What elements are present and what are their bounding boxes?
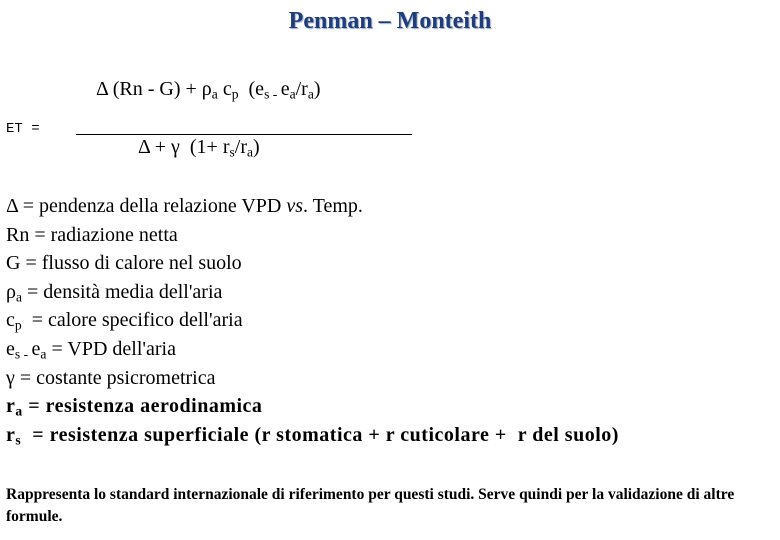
legend-symbol: r <box>6 395 16 418</box>
variable-legend <box>6 192 619 449</box>
legend-symbol: r <box>6 423 16 446</box>
legend-item-cp <box>6 306 619 335</box>
legend-subscript: p <box>14 317 22 333</box>
numerator-text: c <box>217 78 232 100</box>
legend-item-delta <box>6 192 619 221</box>
legend-symbol: e <box>31 337 41 360</box>
denominator-text: ) <box>253 136 260 158</box>
legend-item-rn: Rn = radiazione netta <box>6 223 178 246</box>
fraction-bar <box>76 134 412 135</box>
numerator-subscript: s - <box>264 86 281 102</box>
legend-text: = densità media dell'aria <box>22 280 223 303</box>
numerator-subscript: a <box>307 86 314 102</box>
legend-text: = resistenza aerodinamica <box>22 395 263 418</box>
legend-text: . Temp. <box>303 195 363 217</box>
denominator-text: Δ + γ (1+ r <box>138 136 230 158</box>
formula-numerator <box>96 78 321 101</box>
legend-subscript: a <box>40 346 47 362</box>
legend-subscript: a <box>15 403 23 419</box>
legend-item-gamma: γ = costante psicrometrica <box>6 366 216 389</box>
denominator-text: /r <box>234 136 247 158</box>
legend-subscript: s - <box>14 346 32 362</box>
legend-text: = VPD dell'aria <box>46 337 176 360</box>
numerator-subscript: p <box>231 86 239 102</box>
denominator-subscript: a <box>247 144 254 160</box>
legend-text: = calore specifico dell'aria <box>21 309 243 332</box>
legend-italic: vs <box>286 195 304 217</box>
legend-subscript: a <box>15 289 23 305</box>
denominator-subscript: s <box>229 144 235 160</box>
numerator-text: Δ (Rn - G) + ρ <box>96 78 212 100</box>
legend-symbol: c <box>6 309 15 332</box>
legend-item-rs <box>6 421 619 450</box>
numerator-text: ) <box>313 78 321 100</box>
legend-item-vpd <box>6 335 619 364</box>
legend-text: Δ = pendenza della relazione VPD <box>6 195 287 217</box>
numerator-text: /r <box>295 78 308 100</box>
page-title: Penman – Monteith <box>288 8 492 34</box>
numerator-subscript: a <box>289 86 296 102</box>
footnote: Rappresenta lo standard internazionale di riferimento per questi studi. Serve quindi per la validazione di altre formule. <box>6 486 735 525</box>
formula-denominator <box>138 136 260 159</box>
legend-subscript: s <box>15 432 22 448</box>
numerator-text: e <box>280 78 290 100</box>
legend-item-ra <box>6 392 619 421</box>
legend-symbol: ρ <box>6 280 16 303</box>
legend-item-g: G = flusso di calore nel suolo <box>6 252 242 275</box>
legend-item-rho <box>6 278 619 307</box>
et-label: ET = <box>6 121 40 137</box>
numerator-text: (e <box>238 78 265 100</box>
legend-symbol: e <box>6 337 15 360</box>
numerator-subscript: a <box>211 86 218 102</box>
legend-text: = resistenza superficiale (r stomatica + r cuticolare + r del suolo) <box>21 423 619 446</box>
